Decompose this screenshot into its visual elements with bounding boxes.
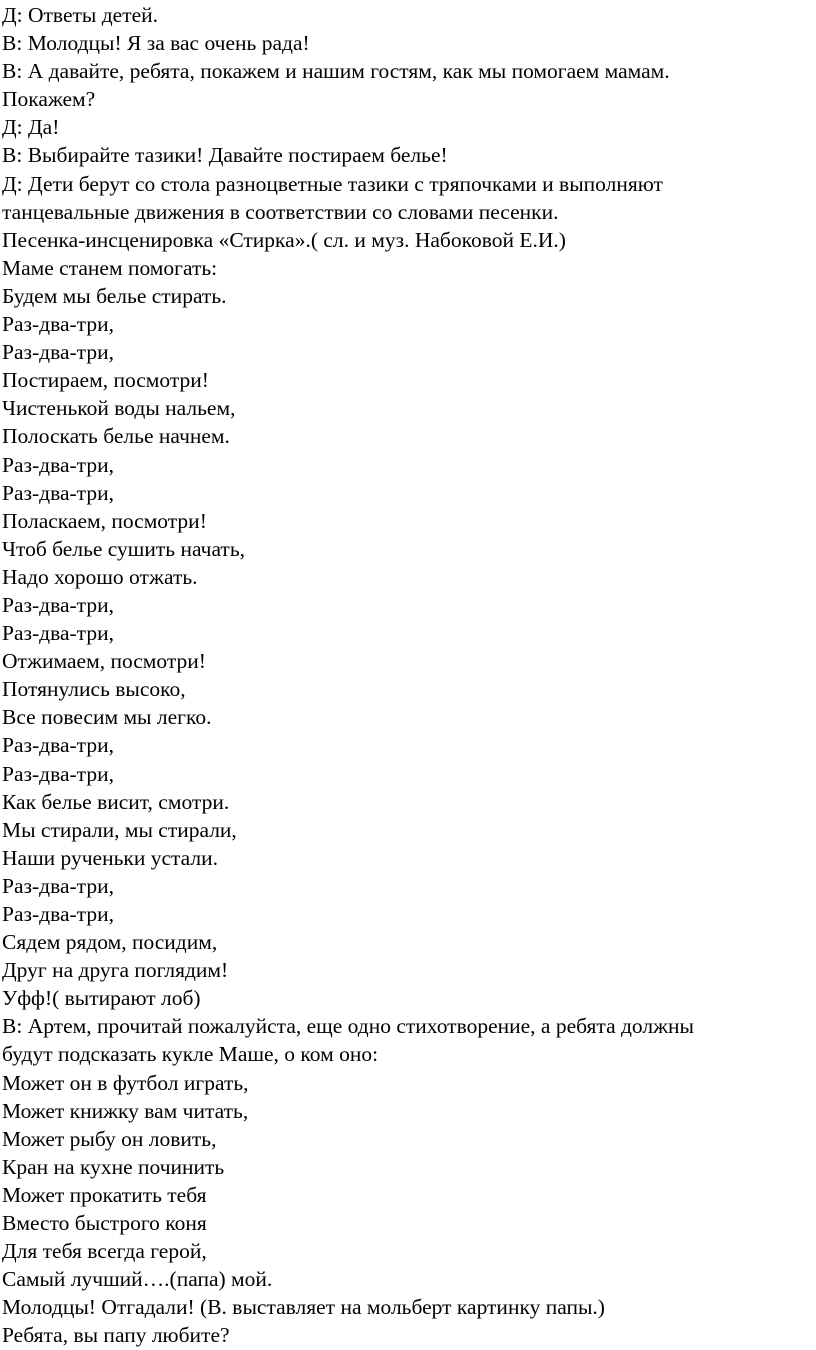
text-line: Надо хорошо отжать. <box>2 564 198 589</box>
text-line: Кран на кухне починить <box>2 1154 225 1179</box>
text-line: Уфф!( вытирают лоб) <box>2 986 201 1011</box>
text-body <box>2 1 814 1350</box>
text-line: Все повесим мы легко. <box>2 705 212 730</box>
text-line: Раз-два-три, <box>2 592 114 617</box>
text-line: Чтоб белье сушить начать, <box>2 536 246 561</box>
text-line: Может он в футбол играть, <box>2 1070 249 1095</box>
text-line: Раз-два-три, <box>2 480 114 505</box>
text-line: Сядем рядом, посидим, <box>2 930 218 955</box>
text-line: Мы стирали, мы стирали, <box>2 817 237 842</box>
text-line: Может прокатить тебя <box>2 1182 207 1207</box>
text-line: Ребята, вы папу любите? <box>2 1323 230 1348</box>
text-line: Как белье висит, смотри. <box>2 789 230 814</box>
text-line: Маме станем помогать: <box>2 255 218 280</box>
text-line: Поласкаем, посмотри! <box>2 508 207 533</box>
text-line: Раз-два-три, <box>2 733 114 758</box>
text-line: Чистенькой воды нальем, <box>2 396 236 421</box>
text-line: танцевальные движения в соответствии со словами песенки. <box>2 199 559 224</box>
text-line: Друг на друга поглядим! <box>2 958 229 983</box>
text-line: В: Молодцы! Я за вас очень рада! <box>2 31 310 56</box>
text-line: Вместо быстрого коня <box>2 1211 207 1236</box>
text-line: Раз-два-три, <box>2 340 114 365</box>
text-line: Полоскать белье начнем. <box>2 424 230 449</box>
text-line: будут подсказать кукле Маше, о ком оно: <box>2 1042 379 1067</box>
text-line: Может книжку вам читать, <box>2 1098 249 1123</box>
text-line: Покажем? <box>2 87 96 112</box>
text-line: Раз-два-три, <box>2 902 114 926</box>
text-line: Раз-два-три, <box>2 873 114 898</box>
text-line: Будем мы белье стирать. <box>2 283 227 308</box>
song-title: Песенка-инсценировка «Стирка».( сл. и муз. Набоковой Е.И.) <box>2 227 566 252</box>
text-line: Раз-два-три, <box>2 761 114 786</box>
text-line: В: Выбирайте тазики! Давайте постираем белье! <box>2 143 448 168</box>
text-line: Наши рученьки устали. <box>2 845 219 870</box>
text-line: В: Артем, прочитай пожалуйста, еще одно стихотворение, а ребята должны <box>2 1014 694 1039</box>
text-line: Самый лучший….(папа) мой. <box>2 1267 273 1292</box>
text-line: Раз-два-три, <box>2 621 114 646</box>
text-line: Раз-два-три, <box>2 312 114 337</box>
text-line: Д: Ответы детей. <box>2 3 159 27</box>
text-line: Может рыбу он ловить, <box>2 1126 217 1151</box>
text-line: Молодцы! Отгадали! (В. выставляет на мольберт картинку папы.) <box>2 1295 605 1320</box>
text-line: Постираем, посмотри! <box>2 368 209 393</box>
text-line: Раз-два-три, <box>2 452 114 477</box>
text-line: Д: Да! <box>2 115 60 140</box>
text-line: В: А давайте, ребята, покажем и нашим гостям, как мы помогаем мамам. <box>2 59 670 84</box>
text-line: Отжимаем, посмотри! <box>2 649 206 674</box>
text-line: Д: Дети берут со стола разноцветные тазики с тряпочками и выполняют <box>2 171 663 196</box>
text-line: Для тебя всегда герой, <box>2 1239 207 1264</box>
text-line: Потянулись высоко, <box>2 677 186 702</box>
